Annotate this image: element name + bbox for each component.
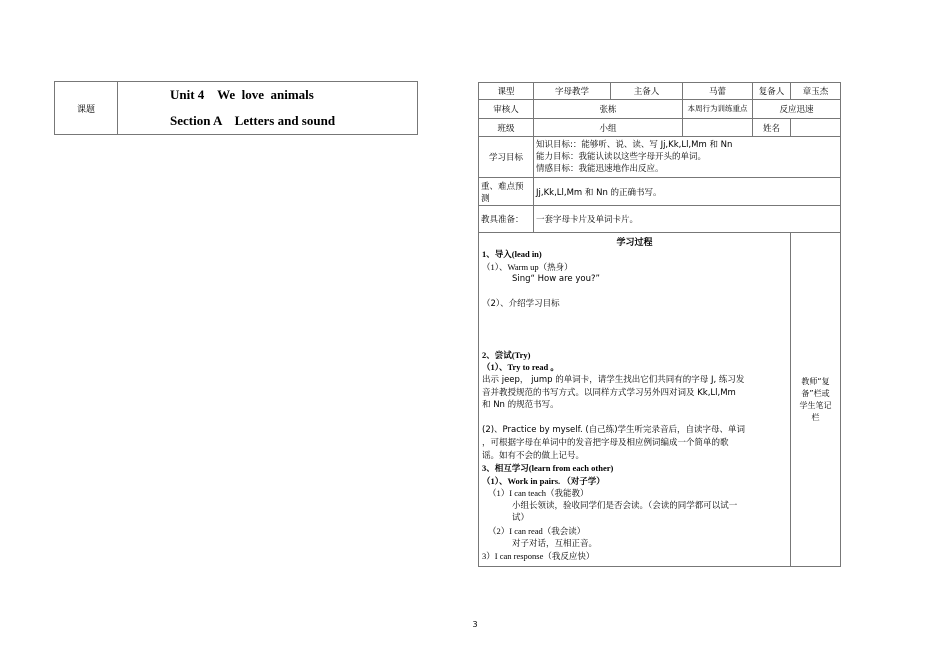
note-line-4: 栏 <box>811 412 820 422</box>
step2-1b: 音并教授规范的书写方式。以同样方式学习另外四对词及 Kk,Ll,Mm <box>482 387 736 398</box>
step1-1: （1）、Warm up（热身） <box>482 261 573 272</box>
review-value: 章玉杰 <box>791 83 841 100</box>
goals-label: 学习目标 <box>479 137 534 178</box>
auditor-label: 审核人 <box>479 100 534 119</box>
goals-content <box>534 137 841 178</box>
step3-1: （1）、Work in pairs. （对子学） <box>482 475 605 486</box>
step3-1d: （2）I can read（我会读） <box>488 526 586 537</box>
step3-1c: 试） <box>512 513 530 524</box>
step2-2a: (2)、Practice by myself. (自己练)学生听完录音后，自读字母、单词 <box>482 425 746 436</box>
teacher-notes-column <box>791 233 841 567</box>
difficulty-label: 重、难点预测 <box>479 178 534 206</box>
page-number: 3 <box>472 620 478 629</box>
lead-label: 主备人 <box>611 83 683 100</box>
step3-1a: （1）I can teach（我能教） <box>488 488 589 499</box>
unit-title: Unit 4 We love animals <box>170 87 314 102</box>
name-label: 姓名 <box>753 119 791 137</box>
group-value <box>683 119 753 137</box>
step1-heading: 1、导入(lead in) <box>482 249 542 259</box>
note-line-2: 备”栏或 <box>801 388 830 398</box>
process-heading: 学习过程 <box>616 238 653 248</box>
class-label: 班级 <box>479 119 534 137</box>
goal-emotion: 情感目标：我能迅速地作出反应。 <box>536 164 664 174</box>
lesson-title-table <box>54 81 418 135</box>
lead-value: 马蕾 <box>683 83 753 100</box>
note-line-1: 教师“复 <box>801 376 830 386</box>
prep-content: 一套字母卡片及单词卡片。 <box>534 206 841 233</box>
step3-1e: 对子对话，互相正音。 <box>512 538 598 549</box>
note-line-3: 学生笔记 <box>799 400 832 410</box>
step2-1c: 和 Nn 的规范书写。 <box>482 400 559 411</box>
goal-knowledge: 知识目标:：能够听、说、读、写 Jj,Kk,Ll,Mm 和 Nn <box>536 140 733 150</box>
lesson-title <box>118 82 418 135</box>
step2-1: （1）、Try to read 。 <box>482 362 559 373</box>
auditor-value: 张栋 <box>534 100 683 119</box>
step3-1b: 小组长领读，验收同学们是否会读。（会读的同学都可以试一 <box>512 500 738 511</box>
step1-1a: Sing“ How are you?” <box>512 274 600 285</box>
weekly-focus-label: 本周行为训练重点 <box>683 100 753 119</box>
weekly-focus-value: 反应迅速 <box>753 100 841 119</box>
difficulty-content: Jj,Kk,Ll,Mm 和 Nn 的正确书写。 <box>534 178 841 206</box>
learning-process <box>479 233 791 567</box>
type-label: 课型 <box>479 83 534 100</box>
type-value: 字母教学 <box>534 83 611 100</box>
step2-2c: 谣。如有不会的做上记号。 <box>482 450 585 461</box>
step1-2: （2）、介绍学习目标 <box>482 299 560 310</box>
topic-label: 课题 <box>55 82 118 135</box>
lesson-plan-table <box>478 82 841 567</box>
name-value <box>791 119 841 137</box>
step2-1a: 出示 jeep， jump 的单词卡，请学生找出它们共同有的字母 J, 练习发 <box>482 374 745 385</box>
step3-heading: 3、相互学习(learn from each other) <box>482 463 614 474</box>
review-label: 复备人 <box>753 83 791 100</box>
prep-label: 教具准备： <box>479 206 534 233</box>
step2-heading: 2、尝试(Try) <box>482 349 531 360</box>
goal-ability: 能力目标：我能认读以这些字母开头的单词。 <box>536 152 707 162</box>
group-label: 小组 <box>534 119 683 137</box>
step3-1f: 3）I can response（我反应快） <box>482 551 595 562</box>
step2-2b: ，可根据字母在单词中的发音把字母及相应例词编成一个简单的歌 <box>482 437 729 448</box>
section-title: Section A Letters and sound <box>170 113 336 128</box>
